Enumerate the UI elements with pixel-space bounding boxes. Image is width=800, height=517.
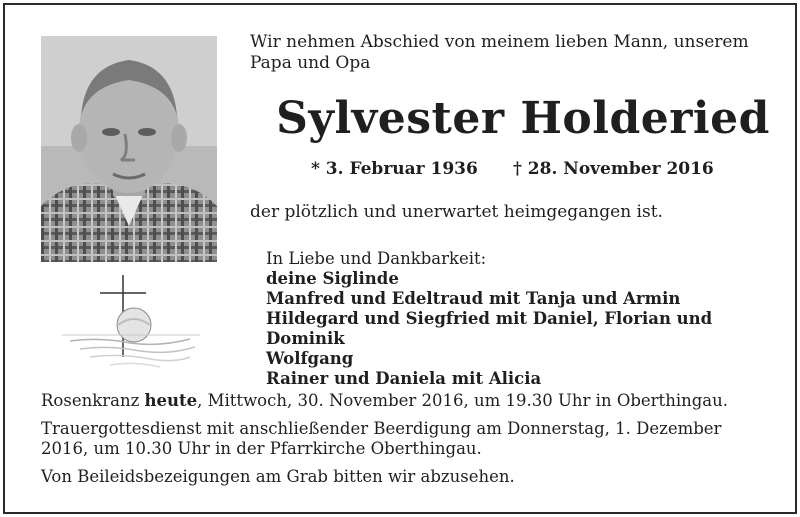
death-date: † 28. November 2016 [513,159,714,179]
rosary-emphasis: heute [144,391,198,410]
obituary-notice [3,3,797,514]
funeral-service-text: Trauergottesdienst mit anschließender Beerdigung am Donnerstag, 1. Dezember 2016, um 10.30 Uhr in der Pfarrkirche Oberthingau. [41,419,722,458]
mourner-line: deine Siglinde [266,269,399,288]
rosary-line [41,391,771,411]
farewell-intro: Wir nehmen Abschied von meinem lieben Mann, unserem Papa und Opa [250,32,749,73]
cross-with-sun-icon [60,273,210,373]
condolences-note: Von Beileidsbezeigungen am Grab bitten wir abzusehen. [41,467,515,486]
rosary-suffix: , Mittwoch, 30. November 2016, um 19.30 Uhr in Oberthingau. [197,391,728,410]
portrait-photo [41,36,217,262]
birth-date: * 3. Februar 1936 [311,159,478,179]
passing-text: der plötzlich und unerwartet heimgegangen ist. [250,202,663,222]
mourner-line: Wolfgang [266,349,354,368]
mourners-intro: In Liebe und Dankbarkeit: [266,249,487,268]
mourners-list [266,249,795,389]
deceased-name: Sylvester Holderied [276,93,770,144]
rosary-prefix: Rosenkranz [41,391,145,410]
mourner-line: Rainer und Daniela mit Alicia [266,369,542,388]
mourner-line: Manfred und Edeltraud mit Tanja und Armin [266,289,681,308]
service-details [41,391,771,495]
mourner-line: Hildegard und Siegfried mit Daniel, Florian und Dominik [266,309,713,348]
